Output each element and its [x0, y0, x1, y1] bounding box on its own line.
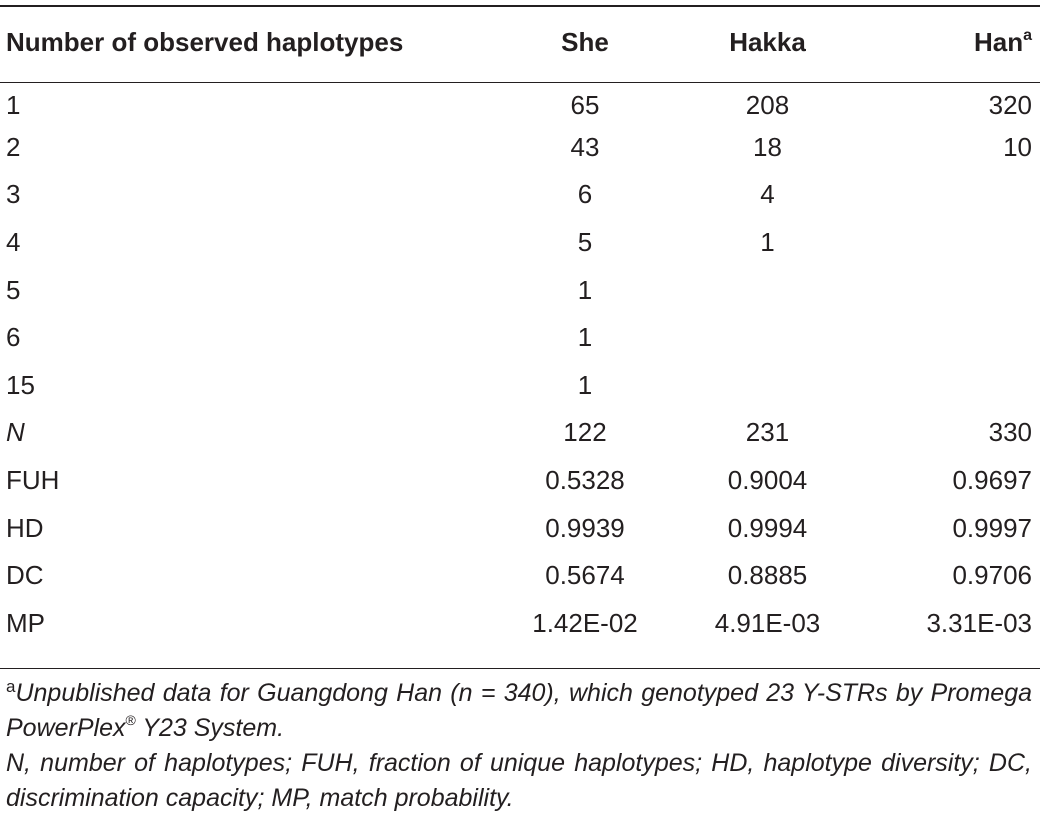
table-row [0, 362, 1040, 410]
cell-she: 0.5674 [545, 560, 625, 591]
haplotype-table [0, 8, 1040, 647]
cell-han [865, 362, 1040, 410]
row-label: 15 [6, 369, 35, 400]
row-label: HD [6, 512, 44, 543]
column-header-observed-haplotypes: Number of observed haplotypes [6, 26, 404, 57]
cell-she: 0.5328 [545, 465, 625, 496]
cell-hakka: 4 [760, 179, 775, 210]
footnote-a-marker: a [6, 677, 16, 696]
row-label: DC [6, 560, 44, 591]
table-row [0, 171, 1040, 219]
cell-han: 0.9997 [952, 512, 1032, 543]
column-header-she: She [561, 26, 609, 57]
column-header-hakka: Hakka [729, 26, 806, 57]
cell-she: 43 [570, 131, 600, 162]
cell-she: 6 [577, 179, 593, 210]
footnote-a [6, 676, 1032, 746]
cell-she: 0.9939 [545, 512, 625, 543]
cell-hakka: 0.8885 [727, 560, 808, 591]
table-top-rule [0, 5, 1040, 7]
table-row [0, 552, 1040, 600]
cell-han: 3.31E-03 [926, 607, 1032, 638]
cell-hakka: 0.9004 [727, 465, 808, 496]
cell-han: 0.9706 [952, 560, 1032, 591]
table-footnotes [6, 676, 1032, 816]
cell-she: 1 [577, 369, 593, 400]
footnote-abbreviations: N, number of haplotypes; FUH, fraction of unique haplotypes; HD, haplotype diversity; DC, discrimination capacity; MP, match probability. [6, 749, 1032, 812]
cell-hakka: 0.9994 [727, 512, 808, 543]
row-label: FUH [6, 465, 60, 496]
row-label: 6 [6, 322, 21, 353]
row-label: 4 [6, 227, 21, 258]
column-header-han-label: Han [973, 26, 1024, 57]
row-label: 5 [6, 274, 21, 305]
table-row [0, 314, 1040, 362]
cell-hakka: 1 [760, 227, 775, 258]
table-row [0, 266, 1040, 314]
table-row [0, 409, 1040, 457]
cell-han: 330 [988, 417, 1032, 448]
cell-hakka [670, 266, 865, 314]
table-row [0, 457, 1040, 505]
cell-han [865, 266, 1040, 314]
cell-han [865, 314, 1040, 362]
registered-mark: ® [125, 712, 136, 728]
table-row [0, 124, 1040, 172]
footnote-a-text-1: Unpublished data for Guangdong Han (n = 340), which genotyped 23 Y-STRs by Promega PowerPlex [6, 679, 1032, 742]
table-row [0, 504, 1040, 552]
cell-han [865, 171, 1040, 219]
table-header-row [0, 8, 1040, 76]
cell-hakka [670, 362, 865, 410]
column-header-han [865, 8, 1040, 76]
table-row [0, 219, 1040, 267]
footnote-marker-a: a [1023, 26, 1032, 44]
cell-she: 5 [577, 227, 593, 258]
cell-she: 1.42E-02 [532, 607, 638, 638]
cell-she: 1 [577, 322, 593, 353]
cell-han [865, 219, 1040, 267]
cell-she: 1 [577, 274, 593, 305]
row-label: 2 [6, 131, 21, 162]
footnote-a-text-2: Y23 System. [135, 714, 285, 742]
cell-she: 122 [563, 417, 607, 448]
cell-she: 65 [570, 90, 600, 121]
cell-han: 320 [988, 90, 1032, 121]
table-row [0, 600, 1040, 648]
row-label: 1 [6, 90, 21, 121]
table-bottom-rule [0, 668, 1040, 669]
row-label: N [6, 417, 25, 448]
cell-hakka: 4.91E-03 [714, 607, 821, 638]
cell-hakka: 208 [745, 90, 790, 121]
cell-han: 0.9697 [952, 465, 1032, 496]
row-label: MP [6, 607, 45, 638]
cell-han: 10 [1003, 131, 1032, 162]
table-row [0, 76, 1040, 124]
cell-hakka: 18 [753, 131, 782, 162]
row-label: 3 [6, 179, 21, 210]
cell-hakka [670, 314, 865, 362]
cell-hakka: 231 [745, 417, 790, 448]
